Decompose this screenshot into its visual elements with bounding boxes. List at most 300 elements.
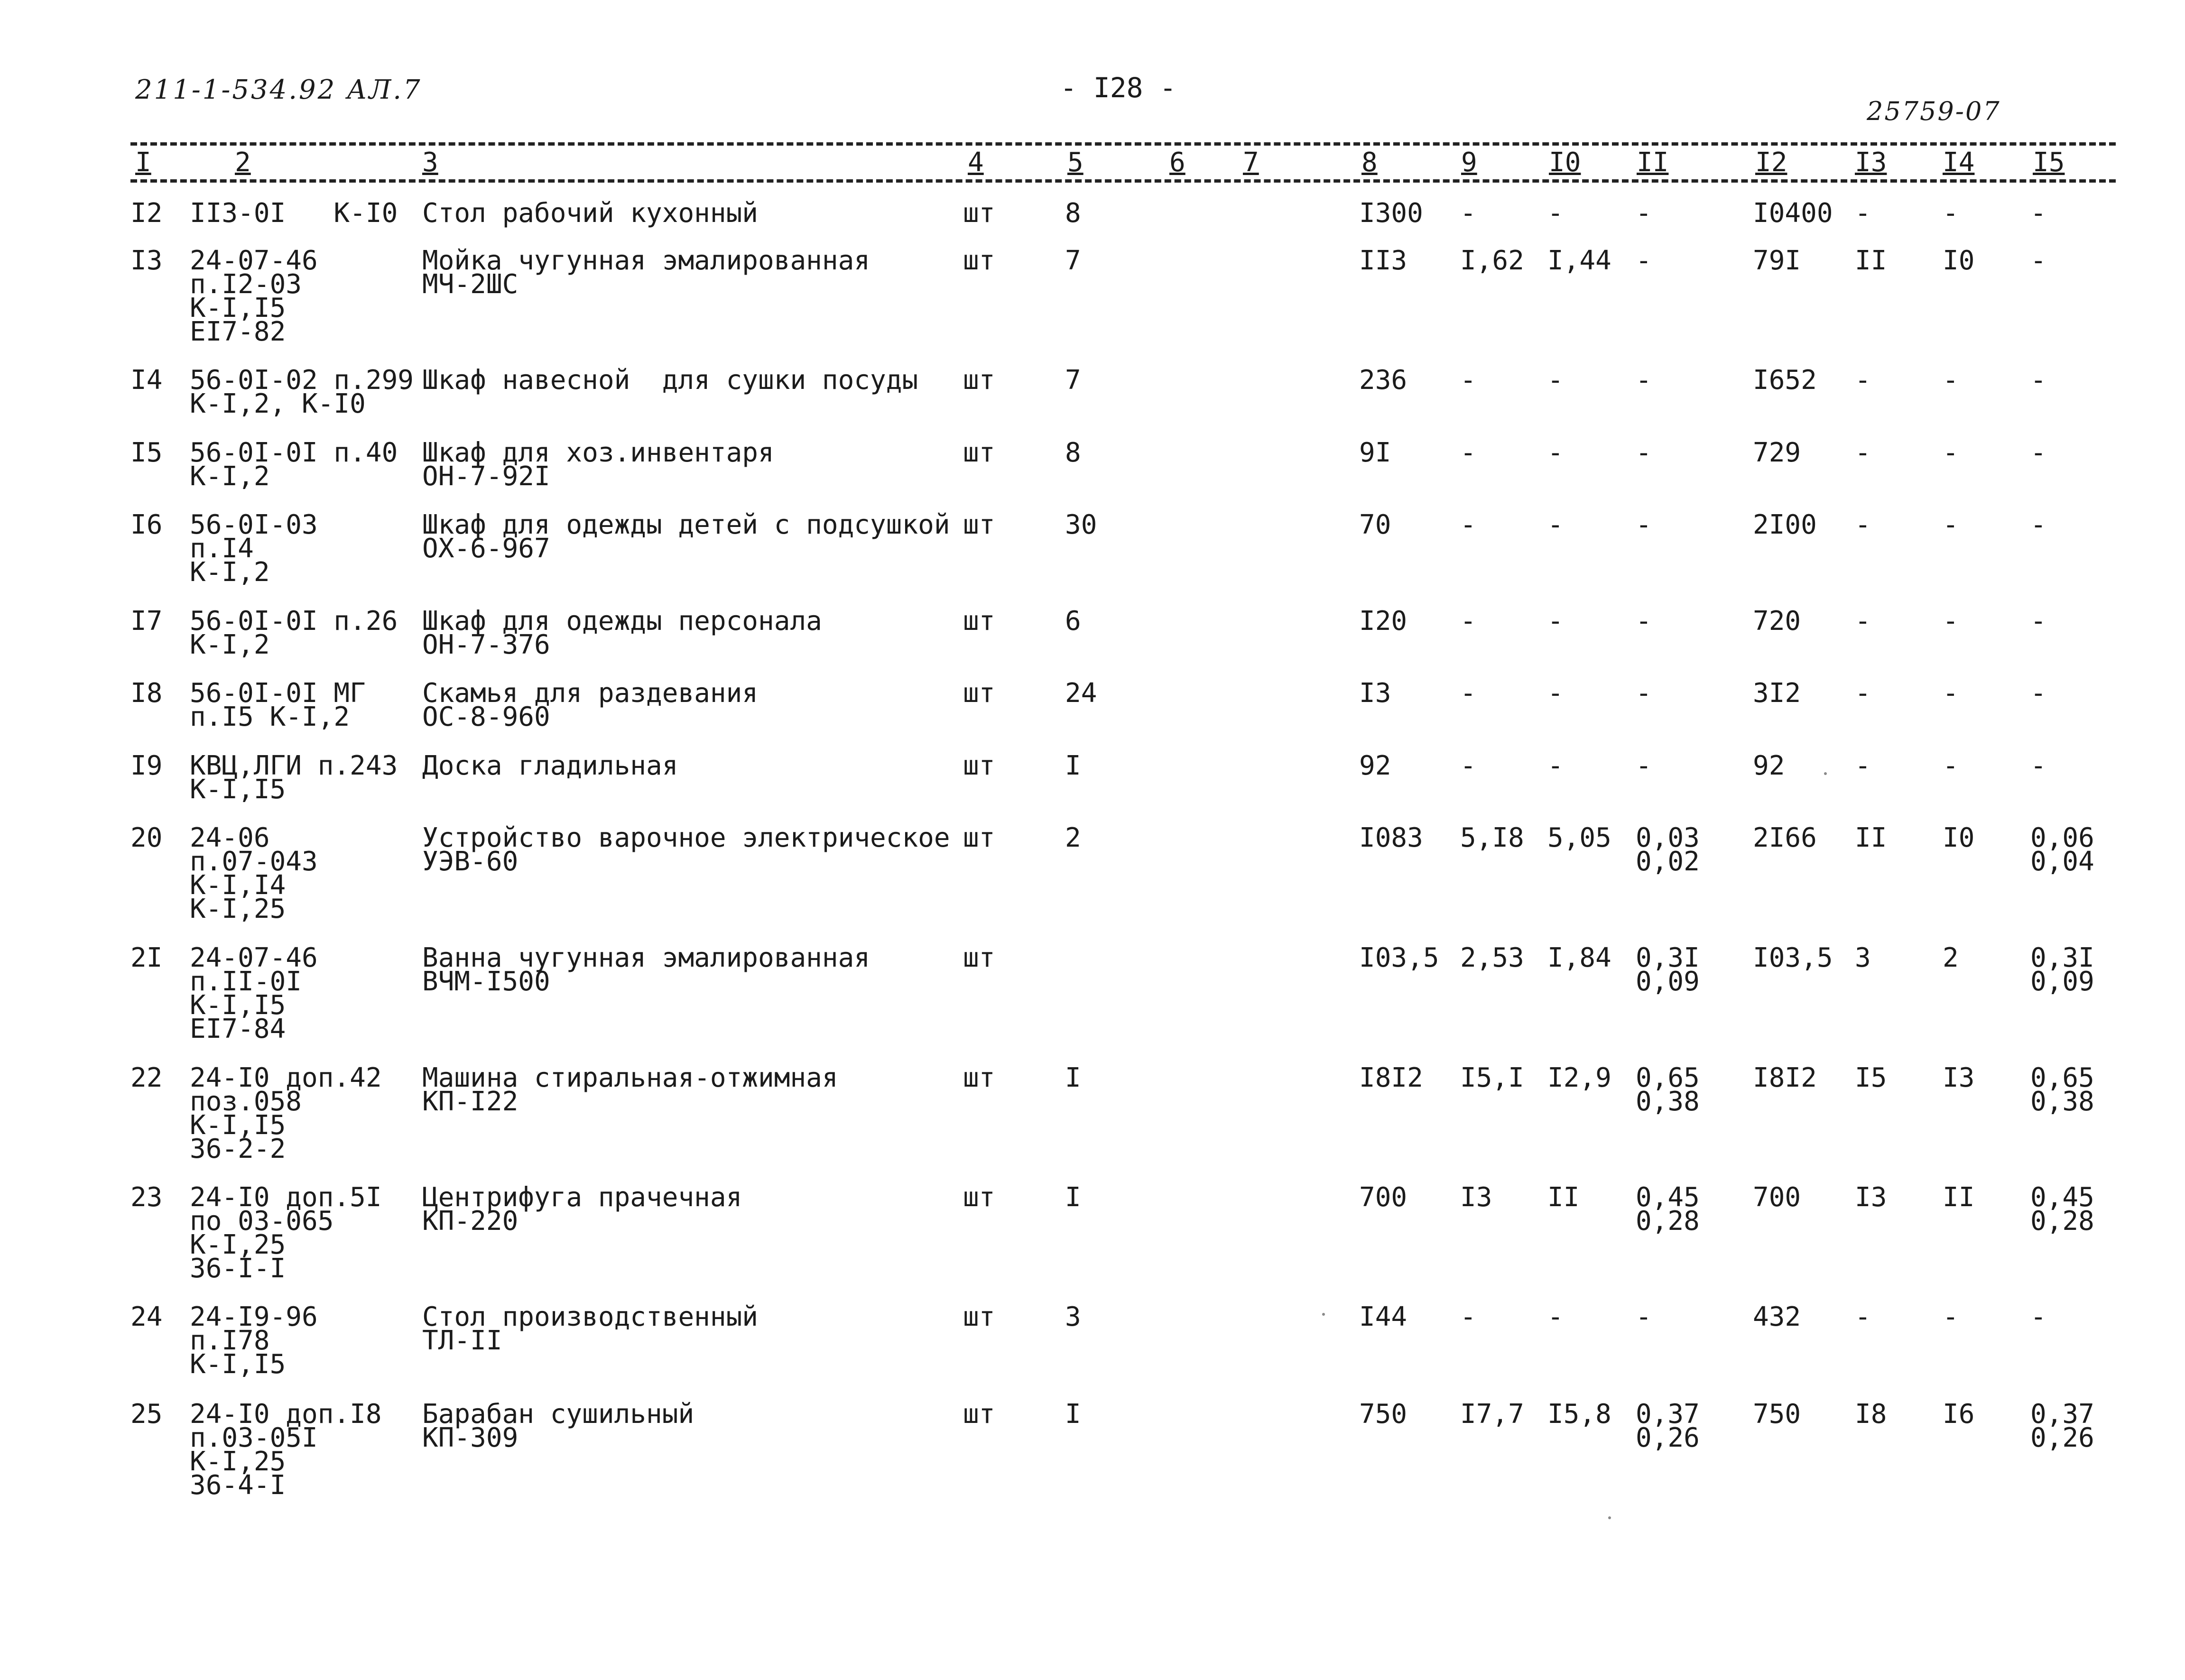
name-cell-line: Барабан сушильный [422,1399,694,1430]
code-cell-line: п.03-05I [190,1422,318,1453]
name-cell-line: КП-220 [422,1206,518,1237]
col14-cell: I0 [1943,822,1975,853]
name-cell [422,437,774,492]
code-cell [190,822,318,924]
code-cell-line: п.07-043 [190,846,318,877]
col8-cell: 236 [1359,365,1407,396]
col15-cell-line: 0,38 [2030,1086,2094,1117]
document-code: 211-1-534.92 АЛ.7 [135,74,422,105]
col15-cell-line: - [2030,509,2046,540]
code-cell-line: 24-I0 доп.5I [190,1182,382,1213]
code-cell-line: 24-07-46 [190,942,318,973]
name-cell [422,678,759,732]
col8-cell: 700 [1359,1182,1407,1213]
col8-cell: I03,5 [1359,942,1439,973]
col15-cell-line: 0,28 [2030,1206,2094,1237]
col15-cell [2030,1399,2094,1453]
name-cell-line: Шкаф для одежды персонала [422,606,822,637]
col9-cell: - [1460,437,1476,468]
col10-cell: - [1547,198,1564,229]
col15-cell-line: - [2030,198,2046,229]
code-cell [190,198,398,229]
col10-cell: - [1547,365,1564,396]
stamp-number: 25759-07 [1867,96,2001,126]
col9-cell: - [1460,365,1476,396]
col11-cell [1636,365,1652,396]
col9-cell: - [1460,1302,1476,1332]
code-cell-line: К-I,I5 [190,1349,286,1380]
col8-cell: I083 [1359,822,1423,853]
col15-cell-line: 0,3I [2030,942,2094,973]
name-cell-line: КП-I22 [422,1086,518,1117]
col12-cell: 750 [1753,1399,1801,1430]
col10-cell: I5,8 [1547,1399,1611,1430]
row-number-cell: I6 [130,509,163,540]
unit-cell: шт [963,606,995,637]
unit-cell: шт [963,1399,995,1430]
col15-cell-line: - [2030,365,2046,396]
col8-cell: I8I2 [1359,1062,1423,1093]
code-cell-line: 56-0I-02 п.299 [190,365,414,396]
code-cell-line: К-I,I5 [190,774,286,805]
col10-cell: I2,9 [1547,1062,1611,1093]
col12-cell: 79I [1753,245,1801,276]
col15-cell-line: 0,04 [2030,846,2094,877]
col11-cell [1636,198,1652,229]
code-cell-line: 56-0I-0I МГ [190,678,366,709]
code-cell [190,245,318,347]
col15-cell-line: - [2030,750,2046,781]
col11-cell [1636,1182,1700,1237]
row-number-cell: I2 [130,198,163,229]
col14-cell: II [1943,1182,1975,1213]
col11-cell-line: - [1636,365,1652,396]
col12-cell: 2I00 [1753,509,1817,540]
col8-cell: II3 [1359,245,1407,276]
col11-cell [1636,1302,1652,1332]
col14-cell: I3 [1943,1062,1975,1093]
col15-cell [2030,365,2046,396]
code-cell-line: К-I,2 [190,557,270,588]
quantity-cell: 2 [1065,822,1081,853]
code-cell-line: 56-0I-0I п.26 [190,606,398,637]
name-cell [422,750,678,781]
name-cell-line: Шкаф для хоз.инвентаря [422,437,774,468]
quantity-cell: 7 [1065,245,1081,276]
col10-cell: - [1547,606,1564,637]
col9-cell: 5,I8 [1460,822,1524,853]
name-cell-line: МЧ-2ШС [422,269,518,300]
col11-cell-line: - [1636,750,1652,781]
col10-cell: - [1547,437,1564,468]
col11-cell [1636,606,1652,637]
code-cell-line: п.II-0I [190,966,302,997]
col11-cell [1636,750,1652,781]
col15-cell-line: - [2030,678,2046,709]
name-cell-line: ВЧМ-I500 [422,966,550,997]
col11-cell-line: - [1636,606,1652,637]
col9-cell: - [1460,678,1476,709]
quantity-cell: I [1065,1062,1081,1093]
code-cell-line: К-I,2 [190,629,270,660]
col13-cell: - [1855,750,1871,781]
col12-cell: I8I2 [1753,1062,1817,1093]
code-cell-line: 24-I0 доп.I8 [190,1399,382,1430]
col12-cell: 2I66 [1753,822,1817,853]
col11-cell-line: 0,09 [1636,966,1700,997]
col15-cell [2030,822,2094,877]
col13-cell: - [1855,365,1871,396]
quantity-cell: 7 [1065,365,1081,396]
col12-cell: 729 [1753,437,1801,468]
column-number: 7 [1243,147,1259,178]
col15-cell [2030,1302,2046,1332]
code-cell-line: п.I2-03 [190,269,302,300]
code-cell-line: по 03-065 [190,1206,334,1237]
col11-cell-line: - [1636,1302,1652,1332]
col15-cell-line: - [2030,606,2046,637]
col11-cell-line: 0,28 [1636,1206,1700,1237]
col10-cell: - [1547,750,1564,781]
col11-cell-line: 0,3I [1636,942,1700,973]
col14-cell: I6 [1943,1399,1975,1430]
row-number-cell: I4 [130,365,163,396]
col8-cell: 9I [1359,437,1391,468]
row-number-cell: I8 [130,678,163,709]
unit-cell: шт [963,509,995,540]
row-number-cell: 22 [130,1062,163,1093]
col8-cell: I3 [1359,678,1391,709]
col14-cell: - [1943,198,1959,229]
col9-cell: I,62 [1460,245,1524,276]
col9-cell: - [1460,509,1476,540]
code-cell [190,365,414,419]
col9-cell: I7,7 [1460,1399,1524,1430]
column-number: II [1637,147,1669,178]
col9-cell: 2,53 [1460,942,1524,973]
name-cell-line: Доска гладильная [422,750,678,781]
name-cell-line: Машина стиральная-отжимная [422,1062,838,1093]
name-cell-line: УЭВ-60 [422,846,518,877]
code-cell-line: п.I5 К-I,2 [190,702,350,732]
col13-cell: I5 [1855,1062,1887,1093]
code-cell-line: 56-0I-03 [190,509,318,540]
col12-cell: I03,5 [1753,942,1833,973]
name-cell-line: Устройство варочное электрическое [422,822,950,853]
unit-cell: шт [963,245,995,276]
col12-cell: 92 [1753,750,1785,781]
code-cell-line: К-I,25 [190,894,286,924]
column-number: 8 [1361,147,1378,178]
col14-cell: - [1943,606,1959,637]
col12-cell: I652 [1753,365,1817,396]
col11-cell-line: - [1636,509,1652,540]
col11-cell [1636,1062,1700,1117]
col11-cell-line: - [1636,245,1652,276]
header-rule-top [130,142,2116,146]
unit-cell: шт [963,822,995,853]
col11-cell-line: - [1636,198,1652,229]
col8-cell: I20 [1359,606,1407,637]
column-number: 6 [1169,147,1185,178]
col15-cell-line: - [2030,245,2046,276]
column-number: 2 [235,147,251,178]
col13-cell: I3 [1855,1182,1887,1213]
column-number: I [135,147,151,178]
col13-cell: I8 [1855,1399,1887,1430]
quantity-cell: 24 [1065,678,1097,709]
code-cell-line: К-I,I5 [190,1110,286,1141]
code-cell-line: 36-4-I [190,1470,286,1501]
col15-cell-line: 0,06 [2030,822,2094,853]
col8-cell: 70 [1359,509,1391,540]
col13-cell: - [1855,1302,1871,1332]
name-cell-line: ОС-8-960 [422,702,550,732]
col13-cell: - [1855,606,1871,637]
name-cell [422,1182,742,1237]
col12-cell: 700 [1753,1182,1801,1213]
col11-cell-line: 0,02 [1636,846,1700,877]
code-cell-line: 56-0I-0I п.40 [190,437,398,468]
col10-cell: 5,05 [1547,822,1611,853]
col11-cell-line: 0,65 [1636,1062,1700,1093]
name-cell [422,509,950,564]
col8-cell: 750 [1359,1399,1407,1430]
name-cell-line: ОН-7-92I [422,461,550,492]
row-number-cell: 25 [130,1399,163,1430]
col10-cell: - [1547,678,1564,709]
page-number: - I28 - [1060,72,1176,104]
scan-speck [1824,772,1827,775]
code-cell [190,678,366,732]
col15-cell-line: - [2030,437,2046,468]
unit-cell: шт [963,365,995,396]
col14-cell: - [1943,678,1959,709]
quantity-cell: I [1065,750,1081,781]
name-cell-line: Ванна чугунная эмалированная [422,942,870,973]
unit-cell: шт [963,942,995,973]
col15-cell [2030,1182,2094,1237]
name-cell-line: КП-309 [422,1422,518,1453]
col14-cell: - [1943,750,1959,781]
code-cell-line: ЕI7-84 [190,1014,286,1044]
code-cell [190,1302,318,1380]
row-number-cell: 2I [130,942,163,973]
col15-cell [2030,750,2046,781]
code-cell [190,750,398,805]
code-cell-line: К-I,2, К-I0 [190,388,366,419]
code-cell-line: К-I,25 [190,1446,286,1477]
code-cell-line: К-I,2 [190,461,270,492]
unit-cell: шт [963,1302,995,1332]
col14-cell: - [1943,365,1959,396]
col11-cell-line: 0,03 [1636,822,1700,853]
row-number-cell: I3 [130,245,163,276]
col15-cell [2030,606,2046,637]
col15-cell [2030,1062,2094,1117]
col15-cell [2030,198,2046,229]
col13-cell: II [1855,245,1887,276]
code-cell [190,509,318,588]
code-cell-line: К-I,I4 [190,870,286,901]
col14-cell: I0 [1943,245,1975,276]
column-number-row [0,147,2185,179]
unit-cell: шт [963,437,995,468]
code-cell [190,942,318,1044]
unit-cell: шт [963,198,995,229]
col8-cell: I300 [1359,198,1423,229]
name-cell-line: Шкаф для одежды детей с подсушкой [422,509,950,540]
name-cell-line: ТЛ-II [422,1325,502,1356]
col8-cell: I44 [1359,1302,1407,1332]
col14-cell: - [1943,509,1959,540]
name-cell [422,606,822,660]
col13-cell: 3 [1855,942,1871,973]
col15-cell-line: 0,26 [2030,1422,2094,1453]
code-cell [190,606,398,660]
col11-cell-line: - [1636,678,1652,709]
code-cell [190,437,398,492]
column-number: 5 [1067,147,1083,178]
name-cell [422,1062,838,1117]
col15-cell [2030,245,2046,276]
name-cell-line: ОХ-6-967 [422,533,550,564]
code-cell-line: КВЦ,ЛГИ п.243 [190,750,398,781]
column-number: I0 [1549,147,1581,178]
quantity-cell: 30 [1065,509,1097,540]
col15-cell [2030,678,2046,709]
col14-cell: 2 [1943,942,1959,973]
header-rule-bottom [130,179,2116,183]
quantity-cell: 8 [1065,198,1081,229]
name-cell [422,1302,759,1356]
col11-cell [1636,822,1700,877]
col11-cell-line: 0,38 [1636,1086,1700,1117]
col8-cell: 92 [1359,750,1391,781]
code-cell-line: 24-06 [190,822,270,853]
name-cell [422,942,870,997]
row-number-cell: 24 [130,1302,163,1332]
name-cell-line: ОН-7-376 [422,629,550,660]
code-cell [190,1182,382,1284]
name-cell-line: Шкаф навесной для сушки посуды [422,365,918,396]
col12-cell: 720 [1753,606,1801,637]
column-number: I3 [1855,147,1887,178]
code-cell [190,1399,382,1501]
col13-cell: - [1855,198,1871,229]
unit-cell: шт [963,750,995,781]
scan-speck [1608,1516,1611,1519]
col11-cell-line: 0,45 [1636,1182,1700,1213]
column-number: I4 [1943,147,1975,178]
col13-cell: - [1855,437,1871,468]
col11-cell [1636,437,1652,468]
quantity-cell: 3 [1065,1302,1081,1332]
col12-cell: 432 [1753,1302,1801,1332]
col11-cell-line: 0,26 [1636,1422,1700,1453]
code-cell-line: 24-I9-96 [190,1302,318,1332]
col15-cell [2030,437,2046,468]
code-cell-line: поз.058 [190,1086,302,1117]
code-cell-line: ЕI7-82 [190,316,286,347]
unit-cell: шт [963,1062,995,1093]
quantity-cell: I [1065,1182,1081,1213]
col15-cell-line: - [2030,1302,2046,1332]
name-cell-line: Скамья для раздевания [422,678,759,709]
col12-cell: I0400 [1753,198,1833,229]
row-number-cell: 20 [130,822,163,853]
name-cell-line: Центрифуга прачечная [422,1182,742,1213]
col11-cell [1636,245,1652,276]
code-cell-line: п.I78 [190,1325,270,1356]
unit-cell: шт [963,678,995,709]
col9-cell: I3 [1460,1182,1492,1213]
code-cell-line: 36-I-I [190,1253,286,1284]
column-number: 9 [1461,147,1477,178]
scan-speck [1322,1313,1325,1316]
col9-cell: - [1460,606,1476,637]
column-number: 4 [968,147,984,178]
name-cell [422,245,870,300]
code-cell-line: п.I4 [190,533,254,564]
name-cell [422,822,950,877]
col9-cell: - [1460,750,1476,781]
column-number: 3 [422,147,438,178]
row-number-cell: I7 [130,606,163,637]
col15-cell-line: 0,37 [2030,1399,2094,1430]
code-cell-line: К-I,I5 [190,293,286,323]
code-cell-line: К-I,I5 [190,990,286,1021]
col9-cell: - [1460,198,1476,229]
name-cell-line: Стол производственный [422,1302,759,1332]
col9-cell: I5,I [1460,1062,1524,1093]
row-number-cell: I9 [130,750,163,781]
quantity-cell: 8 [1065,437,1081,468]
row-number-cell: I5 [130,437,163,468]
code-cell-line: II3-0I К-I0 [190,198,398,229]
unit-cell: шт [963,1182,995,1213]
col12-cell: 3I2 [1753,678,1801,709]
col10-cell: I,44 [1547,245,1611,276]
col11-cell-line: 0,37 [1636,1399,1700,1430]
name-cell [422,1399,694,1453]
column-number: I5 [2033,147,2065,178]
col15-cell [2030,942,2094,997]
name-cell-line: Стол рабочий кухонный [422,198,759,229]
col10-cell: II [1547,1182,1580,1213]
col11-cell [1636,678,1652,709]
name-cell [422,198,759,229]
col13-cell: - [1855,509,1871,540]
code-cell-line: К-I,25 [190,1229,286,1260]
column-number: I2 [1755,147,1787,178]
col15-cell-line: 0,45 [2030,1182,2094,1213]
col10-cell: - [1547,1302,1564,1332]
code-cell-line: 24-I0 доп.42 [190,1062,382,1093]
row-number-cell: 23 [130,1182,163,1213]
col15-cell [2030,509,2046,540]
code-cell-line: 36-2-2 [190,1134,286,1164]
quantity-cell: I [1065,1399,1081,1430]
col13-cell: - [1855,678,1871,709]
col13-cell: II [1855,822,1887,853]
code-cell-line: 24-07-46 [190,245,318,276]
col10-cell: I,84 [1547,942,1611,973]
col15-cell-line: 0,65 [2030,1062,2094,1093]
name-cell-line: Мойка чугунная эмалированная [422,245,870,276]
name-cell [422,365,918,396]
col14-cell: - [1943,1302,1959,1332]
